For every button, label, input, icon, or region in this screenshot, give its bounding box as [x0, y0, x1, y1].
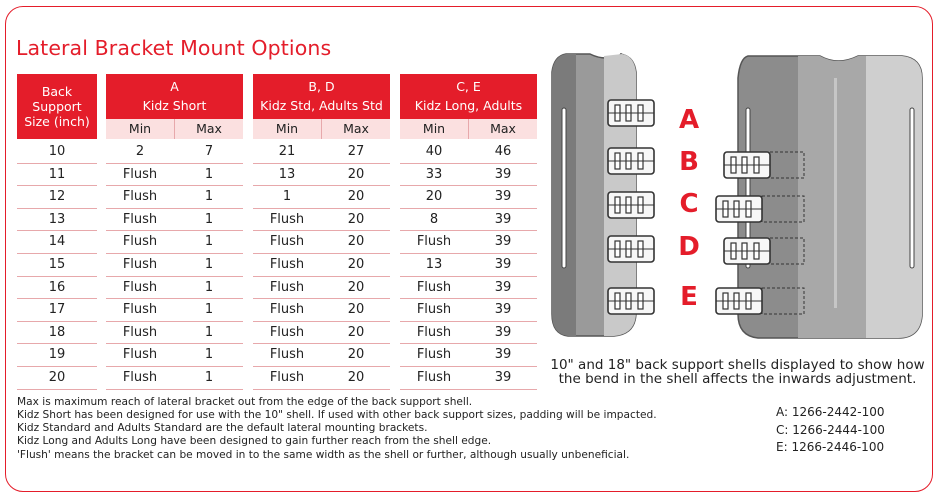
max-label: Max [175, 119, 243, 139]
cell-ce-min: 8 [429, 211, 439, 227]
bracket-letter-c: C [679, 189, 699, 219]
note-line: Kidz Standard and Adults Standard are the default lateral mounting brackets. [17, 422, 428, 434]
cell-a-min: Flush [122, 347, 158, 363]
cell-bd-max: 20 [347, 189, 365, 205]
cell-a-max: 1 [204, 211, 214, 227]
min-label: Min [106, 119, 174, 139]
cell-size: 11 [48, 166, 66, 182]
group-letter: C, E [456, 79, 481, 94]
cell-a-min: Flush [122, 279, 158, 295]
note-line: Kidz Short has been designed for use with the 10" shell. If used with other back support sizes, padding will be impacted. [17, 409, 657, 421]
row-divider [17, 389, 97, 390]
cell-size: 17 [48, 302, 66, 318]
cell-a-min: Flush [122, 234, 158, 250]
cell-bd-max: 20 [347, 370, 365, 385]
cell-ce-max: 39 [494, 211, 512, 227]
min-label: Min [253, 119, 321, 139]
group-letter: A [170, 79, 179, 94]
cell-a-max: 7 [204, 144, 214, 159]
max-label: Max [322, 119, 390, 139]
cell-a-min: Flush [122, 257, 158, 272]
bracket-letter-e: E [680, 282, 698, 312]
column-divider [174, 119, 175, 139]
cell-ce-min: Flush [416, 279, 452, 295]
cell-a-max: 1 [204, 189, 214, 205]
cell-bd-min: 1 [282, 189, 292, 205]
cell-ce-min: Flush [416, 370, 452, 385]
cell-a-min: Flush [122, 211, 158, 227]
cell-ce-min: 40 [425, 144, 443, 159]
cell-ce-max: 39 [494, 370, 512, 385]
column-divider [468, 119, 469, 139]
cell-ce-max: 39 [494, 279, 512, 295]
group-name: Kidz Short [142, 98, 207, 113]
bracket-letter-a: A [678, 105, 700, 135]
cell-ce-max: 46 [494, 144, 512, 159]
cell-a-min: Flush [122, 370, 158, 385]
bracket-letter-b: B [679, 147, 699, 177]
column-divider [321, 119, 322, 139]
cell-a-min: Flush [122, 189, 158, 205]
cell-ce-min: Flush [416, 324, 452, 340]
cell-bd-max: 20 [347, 347, 365, 363]
group-header-bd [253, 74, 390, 119]
part-number-a: A: 1266-2442-100 [776, 405, 885, 419]
cell-ce-max: 39 [494, 189, 512, 205]
group-name: Kidz Std, Adults Std [260, 98, 383, 113]
cell-bd-min: Flush [269, 257, 305, 272]
part-number-e: E: 1266-2446-100 [776, 440, 885, 454]
cell-bd-min: Flush [269, 370, 305, 385]
min-label: Min [400, 119, 468, 139]
note-line: Kidz Long and Adults Long have been designed to gain further reach from the shell edge. [17, 435, 492, 447]
figure-caption-line2: the bend in the shell affects the inwards adjustment. [558, 371, 917, 387]
cell-a-max: 1 [204, 302, 214, 318]
cell-size: 14 [48, 234, 66, 250]
cell-a-max: 1 [204, 324, 214, 340]
cell-size: 13 [48, 211, 66, 227]
cell-size: 15 [48, 257, 66, 272]
cell-bd-min: Flush [269, 347, 305, 363]
cell-a-max: 1 [204, 279, 214, 295]
cell-a-max: 1 [204, 257, 214, 272]
cell-bd-min: Flush [269, 324, 305, 340]
cell-bd-max: 20 [347, 279, 365, 295]
group-name: Kidz Long, Adults [414, 98, 523, 113]
cell-size: 18 [48, 324, 66, 340]
cell-bd-max: 20 [347, 211, 365, 227]
cell-bd-min: 13 [278, 166, 296, 182]
cell-ce-min: 33 [425, 166, 443, 182]
cell-ce-max: 39 [494, 302, 512, 318]
cell-bd-max: 20 [347, 257, 365, 272]
cell-a-min: Flush [122, 166, 158, 182]
cell-bd-min: Flush [269, 279, 305, 295]
cell-a-min: 2 [135, 144, 145, 159]
figure-caption-line1: 10" and 18" back support shells displayed to show how [550, 357, 925, 373]
row-divider [400, 389, 537, 390]
cell-ce-max: 39 [494, 257, 512, 272]
group-header-a [106, 74, 243, 119]
cell-a-min: Flush [122, 324, 158, 340]
cell-ce-min: Flush [416, 347, 452, 363]
cell-bd-min: Flush [269, 234, 305, 250]
page-title: Lateral Bracket Mount Options [16, 36, 332, 60]
cell-size: 16 [48, 279, 66, 295]
cell-bd-max: 20 [347, 234, 365, 250]
row-divider [106, 389, 243, 390]
cell-a-max: 1 [204, 347, 214, 363]
cell-a-min: Flush [122, 302, 158, 318]
cell-size: 12 [48, 189, 66, 205]
note-line: 'Flush' means the bracket can be moved in to the same width as the shell or further, although usually unbeneficial. [17, 449, 630, 461]
cell-ce-max: 39 [494, 324, 512, 340]
group-letter: B, D [308, 79, 335, 94]
cell-a-max: 1 [204, 234, 214, 250]
cell-ce-min: Flush [416, 302, 452, 318]
cell-ce-min: 13 [425, 257, 443, 272]
cell-bd-max: 27 [347, 144, 365, 159]
cell-size: 19 [48, 347, 66, 363]
row-divider [253, 389, 390, 390]
bracket-letter-d: D [678, 232, 700, 262]
cell-ce-max: 39 [494, 166, 512, 182]
max-label: Max [469, 119, 537, 139]
cell-bd-min: Flush [269, 211, 305, 227]
cell-a-max: 1 [204, 166, 214, 182]
cell-bd-min: 21 [278, 144, 296, 159]
cell-a-max: 1 [204, 370, 214, 385]
group-header-ce [400, 74, 537, 119]
cell-bd-min: Flush [269, 302, 305, 318]
cell-bd-max: 20 [347, 302, 365, 318]
part-number-c: C: 1266-2444-100 [776, 423, 885, 437]
cell-ce-max: 39 [494, 234, 512, 250]
cell-bd-max: 20 [347, 166, 365, 182]
cell-ce-min: Flush [416, 234, 452, 250]
cell-size: 20 [48, 370, 66, 385]
cell-ce-min: 20 [425, 189, 443, 205]
shell-diagram [548, 48, 938, 348]
note-line: Max is maximum reach of lateral bracket out from the edge of the back support shell. [17, 396, 473, 408]
cell-bd-max: 20 [347, 324, 365, 340]
size-header: Back Support Size (inch) [17, 74, 97, 139]
cell-size: 10 [48, 144, 66, 159]
cell-ce-max: 39 [494, 347, 512, 363]
